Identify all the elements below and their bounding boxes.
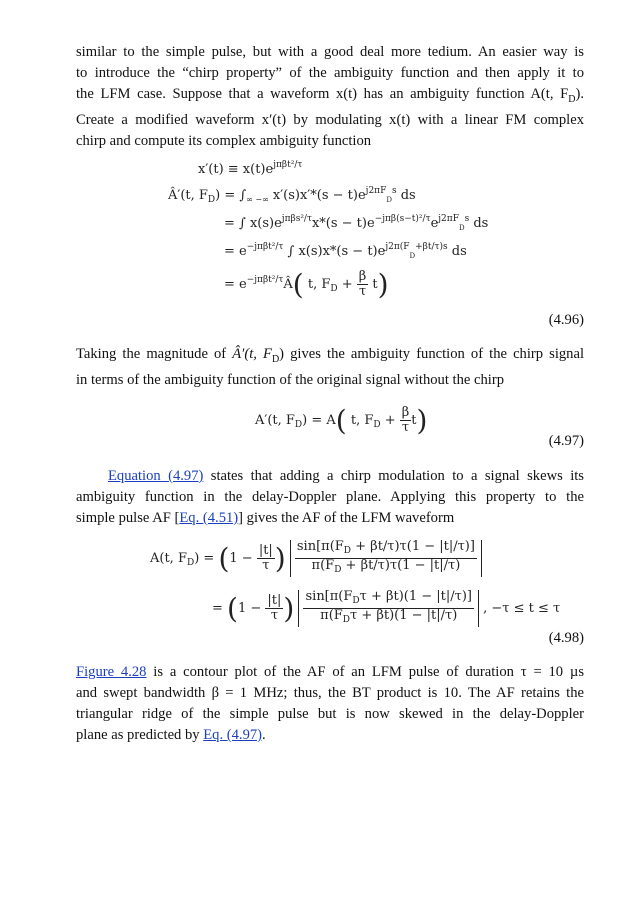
text-line: to introduce the “chirp property” of the ambiguity function and then apply it to <box>76 65 584 81</box>
eq96-row3: = ∫ $x(s)e^{j\pi\beta s^2/\tau}x*(s - t)e^{-j\pi\beta(s-t)^2/\tau}e^{j2\pi F}_D^s$ ds <box>224 214 489 232</box>
text-line: the LFM case. Suppose that a waveform x(t) has an ambiguity function A(t, $F_D$). <box>76 86 584 105</box>
equation-4-96 <box>168 160 528 310</box>
text-line: Taking the magnitude of Â′(t, $F_D$) gives the ambiguity function of the chirp signal <box>76 346 585 365</box>
text-line: similar to the simple pulse, but with a good deal more tedium. An easier way is <box>76 44 584 60</box>
eq98-row1: A(t, $F_D) = (1$ − $\frac{|t|}{\tau}$ ) $\frac{\sin[\pi(F_D + \beta t/\tau)\tau(1 - |t|/\tau)]}{\pi(F_D + \beta t/\tau)\tau(1 - |t|/\tau)}$ <box>150 540 482 577</box>
equation-number-4-97: (4.97) <box>548 433 584 449</box>
eq96-row2: Â′(t, $F_D) = \int_{\infty -\infty}$ $x'(s)x'*(s - t)e^{j2\pi F}_D^s$ ds <box>168 186 416 205</box>
text-line: plane as predicted by Eq. (4.97). <box>76 727 266 743</box>
text-line: Figure 4.28 is a contour plot of the AF of an LFM pulse of duration τ = 10 µs <box>76 664 584 680</box>
text-line: triangular ridge of the simple pulse but is now skewed in the delay-Doppler <box>76 706 584 722</box>
equation-4-97: A′(t, $F_D) = A$( t, $F_D$ + $\frac{\beta}{\tau}$ t) <box>255 404 428 437</box>
equation-4-97-link[interactable]: Equation (4.97) <box>108 468 204 484</box>
text-line: and swept bandwidth β = 1 MHz; thus, the BT product is 10. The AF retains the <box>76 685 584 701</box>
paragraph-intro <box>76 42 584 152</box>
paragraph-magnitude <box>76 344 584 391</box>
paragraph-figure-description <box>76 662 584 746</box>
text-line: chirp and compute its complex ambiguity function <box>76 132 372 149</box>
equation-4-98 <box>150 539 561 635</box>
paragraph-chirp-property <box>76 466 584 529</box>
text-line: simple pulse AF [Eq. (4.51)] gives the AF of the LFM waveform <box>76 510 455 526</box>
text-line: in terms of the ambiguity function of the original signal without the chirp <box>76 371 505 388</box>
text-line: Equation (4.97) states that adding a chirp modulation to a signal skews its <box>108 468 584 484</box>
eq96-row5: = $e^{-j\pi\beta t^2/\tau}Â$( t, $F_D$ + $\frac{\beta}{\tau}$ t) <box>224 268 389 301</box>
eq96-row4: = $e^{-j\pi\beta t^2/\tau}$ ∫ $x(s)x*(s - t)e^{j2\pi(F}_D^{+\beta t/\tau)s}$ ds <box>224 242 467 260</box>
equation-4-51-link[interactable]: Eq. (4.51) <box>179 510 239 526</box>
text-line: Create a modified waveform x′(t) by modulating x(t) with a linear FM complex <box>76 111 584 128</box>
equation-number-4-98: (4.98) <box>548 630 584 646</box>
equation-number-4-96: (4.96) <box>548 312 584 328</box>
eq96-row1: $x'(t) \equiv x(t)e^{j\pi\beta t^2/\tau}$ <box>198 160 303 177</box>
figure-4-28-link[interactable]: Figure 4.28 <box>76 664 147 680</box>
eq98-row2: = (1 − $\frac{|t|}{\tau}$ ) $\frac{\sin[\pi(F_D\tau + \beta t)(1 - |t|/\tau)]}{\pi(F_D\tau + \beta t)(1 - |t|/\tau)}$ , −τ ≤ t ≤ τ <box>212 589 561 625</box>
text-line: ambiguity function in the delay-Doppler plane. Applying this property to the <box>76 489 584 505</box>
equation-4-97-link-2[interactable]: Eq. (4.97) <box>203 727 263 743</box>
